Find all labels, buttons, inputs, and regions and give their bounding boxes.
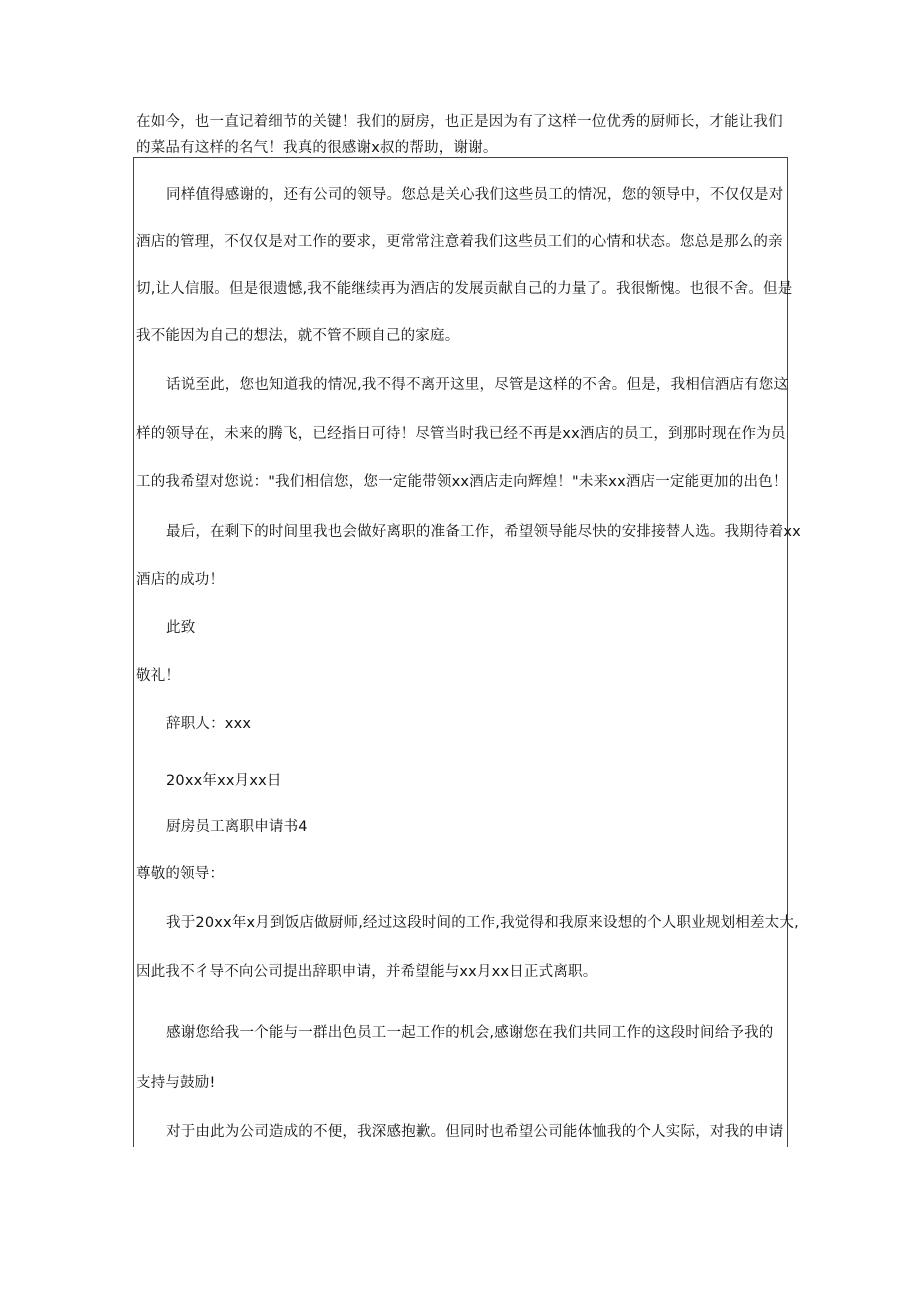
date-line: 20xx年xx月xx日 — [166, 773, 282, 789]
text-line: 同样值得感谢的，还有公司的领导。您总是关心我们这些员工的情况，您的领导中，不仅仅是对 — [166, 187, 784, 203]
text-line: 话说至此，您也知道我的情况,我不得不离开这里，尽管是这样的不舍。但是，我相信酒店有您这 — [166, 377, 789, 393]
salute-line: 敬礼！ — [136, 668, 181, 684]
text-line: 我于20xx年x月到饭店做厨师,经过这段时间的工作,我觉得和我原来设想的个人职业规划相差太大, — [166, 915, 799, 931]
closing-line: 此致 — [166, 620, 196, 636]
signature-line: 辞职人：xxx — [166, 716, 252, 732]
text-line: 最后，在剩下的时间里我也会做好离职的准备工作，希望领导能尽快的安排接替人选。我期待着xx — [166, 524, 801, 540]
text-line: 酒店的管理，不仅仅是对工作的要求，更常常注意着我们这些员工们的心情和状态。您总是那么的亲 — [136, 234, 783, 250]
text-line: 感谢您给我一个能与一群出色员工一起工作的机会,感谢您在我们共同工作的这段时间给予我的 — [166, 1025, 774, 1041]
text-line: 因此我不彳导不向公司提出辞职申请，并希望能与xx月xx日正式离职。 — [136, 964, 598, 980]
text-line: 切,让人信服。但是很遗憾,我不能继续再为酒店的发展贡献自己的力量了。我很惭愧。也很不舍。但是 — [136, 281, 793, 297]
text-line: 在如今，也一直记着细节的关键！我们的厨房，也正是因为有了这样一位优秀的厨师长，才能让我们 — [136, 114, 783, 130]
text-line: 的菜品有这样的名气！我真的很感谢x叔的帮助，谢谢。 — [136, 140, 498, 156]
text-line: 工的我希望对您说："我们相信您，您一定能带领xx酒店走向辉煌！"未来xx酒店一定能更加的出色！ — [136, 474, 788, 490]
text-line: 酒店的成功！ — [136, 572, 225, 588]
text-line: 支持与鼓励! — [136, 1075, 216, 1091]
text-line: 样的领导在，未来的腾飞，已经指日可待！尽管当时我已经不再是xx酒店的员工，到那时现在作为员 — [136, 426, 786, 442]
table-border — [133, 157, 788, 1147]
greeting-line: 尊敬的领导： — [136, 866, 225, 882]
text-line: 我不能因为自己的想法，就不管不顾自己的家庭。 — [136, 328, 460, 344]
text-line: 对于由此为公司造成的不便，我深感抱歉。但同时也希望公司能体恤我的个人实际，对我的申请 — [166, 1124, 784, 1140]
section-title: 厨房员工离职申请书4 — [166, 819, 308, 835]
